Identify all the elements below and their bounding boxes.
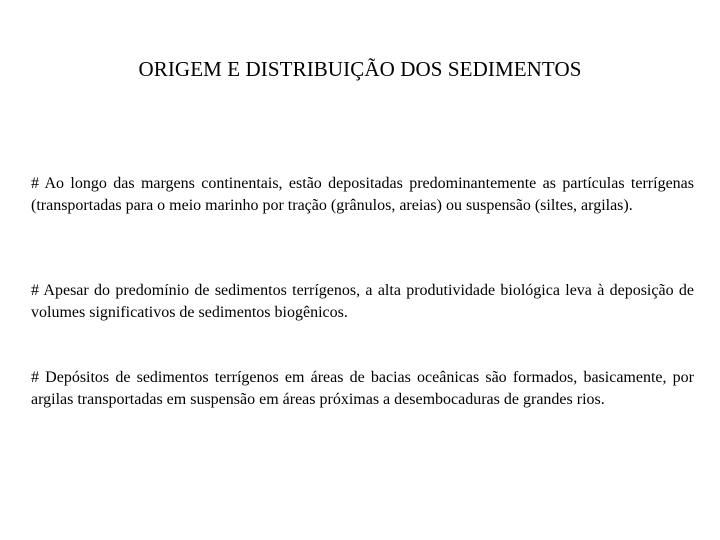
slide-title: ORIGEM E DISTRIBUIÇÃO DOS SEDIMENTOS (138, 57, 582, 81)
paragraph-ocean-basins: # Depósitos de sedimentos terrígenos em áreas de bacias oceânicas são formados, basicamente, por argilas transportadas em suspensão em áreas próximas a desembocaduras de grandes rios. (31, 369, 694, 408)
paragraph-biogenic: # Apesar do predomínio de sedimentos terrígenos, a alta produtividade biológica leva à deposição de volumes significativos de sedimentos biogênicos. (31, 282, 694, 321)
paragraph-margins: # Ao longo das margens continentais, estão depositadas predominantemente as partículas terrígenas (transportadas para o meio marinho por tração (grânulos, areias) ou suspensão (siltes, argilas). (31, 175, 694, 214)
